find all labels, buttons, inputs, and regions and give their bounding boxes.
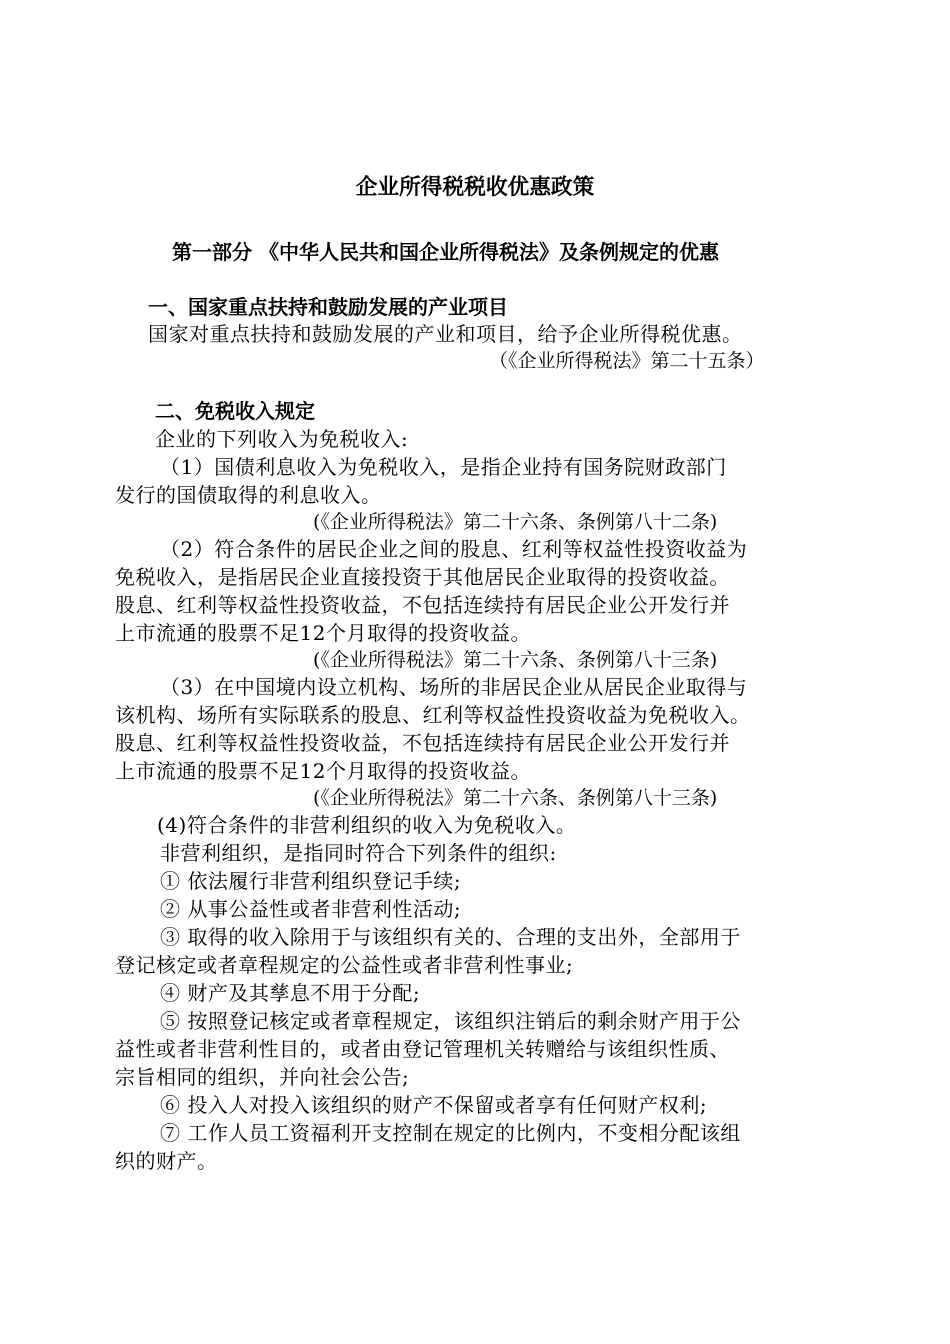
document-title: 企业所得税税收优惠政策 <box>355 175 595 200</box>
item3-line3: 股息、红利等权益性投资收益，不包括连续持有居民企业公开发行并 <box>115 731 730 755</box>
item4-condition3-line1: ③ 取得的收入除用于与该组织有关的、合理的支出外，全部用于 <box>160 925 741 949</box>
item4-condition7-line2: 织的财产。 <box>115 1149 218 1173</box>
item4-condition5-line3: 宗旨相同的组织，并向社会公告; <box>115 1065 410 1089</box>
item4-definition: 非营利组织，是指同时符合下列条件的组织: <box>160 841 557 865</box>
part-heading: 第一部分 《中华人民共和国企业所得税法》及条例规定的优惠 <box>172 240 719 264</box>
item2-line4: 上市流通的股票不足12个月取得的投资收益。 <box>115 621 531 645</box>
item1-line2: 发行的国债取得的利息收入。 <box>115 483 382 507</box>
item4-line1: (4)符合条件的非营利组织的收入为免税收入。 <box>157 813 577 837</box>
item4-condition6: ⑥ 投入人对投入该组织的财产不保留或者享有任何财产权利; <box>160 1093 708 1117</box>
section1-ref: （《企业所得税法》第二十五条） <box>489 350 765 372</box>
item3-ref: (《企业所得税法》第二十六条、条例第八十三条) <box>313 787 718 809</box>
item3-line2: 该机构、场所有实际联系的股息、红利等权益性投资收益为免税收入。 <box>115 703 751 727</box>
item4-condition7-line1: ⑦ 工作人员工资福利开支控制在规定的比例内，不变相分配该组 <box>160 1121 741 1145</box>
item2-line3: 股息、红利等权益性投资收益，不包括连续持有居民企业公开发行并 <box>115 593 730 617</box>
item2-line1: （2）符合条件的居民企业之间的股息、红利等权益性投资收益为 <box>160 537 748 561</box>
item4-condition5-line1: ⑤ 按照登记核定或者章程规定，该组织注销后的剩余财产用于公 <box>160 1009 741 1033</box>
item1-ref: (《企业所得税法》第二十六条、条例第八十二条) <box>313 511 718 533</box>
item4-condition2: ② 从事公益性或者非营利性活动; <box>160 897 462 921</box>
item2-ref: (《企业所得税法》第二十六条、条例第八十三条) <box>313 649 718 671</box>
item4-condition1: ① 依法履行非营利组织登记手续; <box>160 869 462 893</box>
section2-heading: 二、免税收入规定 <box>155 399 315 423</box>
item4-condition3-line2: 登记核定或者章程规定的公益性或者非营利性事业; <box>115 953 574 977</box>
item4-condition5-line2: 益性或者非营利性目的，或者由登记管理机关转赠给与该组织性质、 <box>115 1037 730 1061</box>
item4-condition4: ④ 财产及其孳息不用于分配; <box>160 981 421 1005</box>
item2-line2: 免税收入，是指居民企业直接投资于其他居民企业取得的投资收益。 <box>115 565 730 589</box>
section1-heading: 一、国家重点扶持和鼓励发展的产业项目 <box>148 295 508 319</box>
section2-intro: 企业的下列收入为免税收入: <box>155 427 409 451</box>
item3-line1: （3）在中国境内设立机构、场所的非居民企业从居民企业取得与 <box>160 675 748 699</box>
item1-line1: （1）国债利息收入为免税收入，是指企业持有国务院财政部门 <box>160 455 727 479</box>
section1-text: 国家对重点扶持和鼓励发展的产业和项目，给予企业所得税优惠。 <box>148 322 743 346</box>
item3-line4: 上市流通的股票不足12个月取得的投资收益。 <box>115 759 531 783</box>
